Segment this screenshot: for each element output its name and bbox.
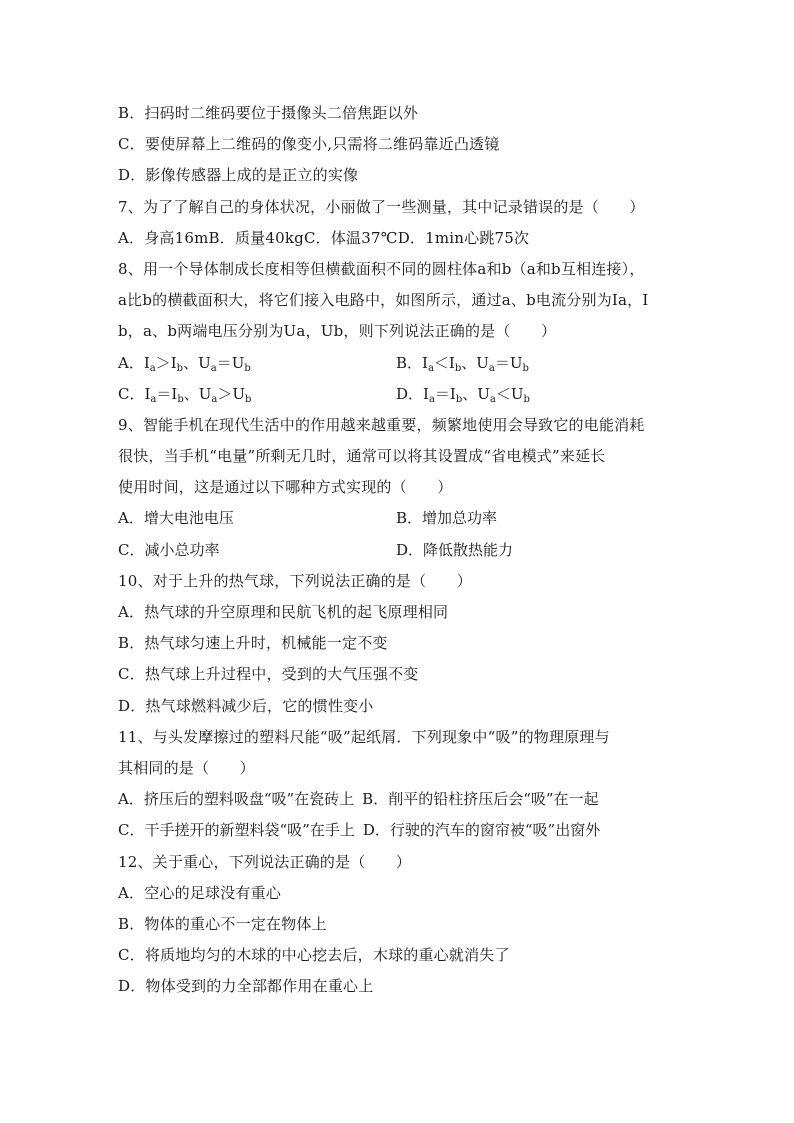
q11-option-b: B．削平的铅柱挤压后会“吸”在一起 <box>362 790 599 809</box>
q8-a-sub: b <box>176 362 184 374</box>
q11-option-d: D．行驶的汽车的窗帘被“吸”出窗外 <box>362 821 601 840</box>
q8-c-text: 、U <box>183 384 212 403</box>
q12-stem: 12、关于重心，下列说法正确的是（ ） <box>118 852 412 871</box>
exam-page <box>118 98 678 1002</box>
q10-option-a: A．热气球的升空原理和民航飞机的起飞原理相同 <box>118 603 449 621</box>
q8-a-text: ＝U <box>216 353 245 372</box>
q8-stem-line-3: b，a、b两端电压分别为Ua，Ub，则下列说法正确的是（ ） <box>118 322 557 341</box>
q8-c-sub: b <box>177 393 184 405</box>
q9-options-row-1 <box>118 503 678 534</box>
q8-b-text: 、U <box>461 353 489 372</box>
q6-option-b: B．扫码时二维码要位于摄像头二倍焦距以外 <box>118 104 419 122</box>
q9-option-b: B．增加总功率 <box>396 509 498 528</box>
q8-d-text: ＝I <box>434 384 456 403</box>
q7-stem: 7、为了了解自己的身体状况，小丽做了一些测量，其中记录错误的是（ ） <box>118 197 645 216</box>
q8-option-b <box>396 348 674 379</box>
q8-d-text: 、U <box>462 384 490 403</box>
q8-a-sub: b <box>244 362 251 374</box>
q11-options-row-2 <box>118 815 678 846</box>
q10-option-b: B．热气球匀速上升时，机械能一定不变 <box>118 634 388 653</box>
q11-option-a: A．挤压后的塑料吸盘“吸”在瓷砖上 <box>118 790 355 809</box>
q8-b-sub: a <box>488 362 495 374</box>
q11-stem-line-2: 其相同的是（ ） <box>118 758 255 777</box>
q8-a-text: 、U <box>183 353 211 372</box>
q9-stem-line-2: 很快，当手机“电量”所剩无几时，通常可以将其设置成“省电模式”来延长 <box>118 447 606 466</box>
q12-option-d: D．物体受到的力全部都作用在重心上 <box>118 977 374 996</box>
q12-option-c: C．将质地均匀的木球的中心挖去后，木球的重心就消失了 <box>118 946 510 965</box>
q9-option-a: A．增大电池电压 <box>118 509 234 528</box>
q8-b-sub: b <box>522 362 529 374</box>
q8-option-d <box>396 379 674 410</box>
q8-option-c <box>118 379 396 410</box>
q8-c-text: ＞U <box>217 384 245 403</box>
q8-d-text: ＜U <box>495 384 524 403</box>
q8-d-sub: b <box>523 393 530 405</box>
q10-stem: 10、对于上升的热气球，下列说法正确的是（ ） <box>118 571 472 590</box>
q8-b-text: ＝U <box>494 353 523 372</box>
q8-a-text: ＞I <box>155 353 177 372</box>
q8-c-sub: a <box>211 393 218 405</box>
q9-stem-line-1: 9、智能手机在现代生活中的作用越来越重要，频繁地使用会导致它的电能消耗 <box>118 415 645 434</box>
q8-stem-line-1: 8、用一个导体制成长度相等但横截面积不同的圆柱体a和b（a和b互相连接）， <box>118 259 645 278</box>
q11-option-c: C．干手搓开的新塑料袋“吸”在手上 <box>118 821 355 840</box>
q8-b-sub: a <box>427 362 434 374</box>
q8-d-sub: a <box>489 393 496 405</box>
q8-c-text: C．I <box>118 384 151 403</box>
q9-stem-line-3: 使用时间，这是通过以下哪种方式实现的（ ） <box>118 478 453 497</box>
q10-option-c: C．热气球上升过程中，受到的大气压强不变 <box>118 665 419 684</box>
q6-option-c: C．要使屏幕上二维码的像变小,只需将二维码靠近凸透镜 <box>118 135 500 154</box>
q8-a-text: A．I <box>118 353 150 372</box>
q12-option-a: A．空心的足球没有重心 <box>118 883 282 902</box>
q8-d-sub: a <box>428 393 435 405</box>
q8-stem-line-2: a比b的横截面积大，将它们接入电路中，如图所示，通过a、b电流分别为Ia，I <box>118 291 649 310</box>
q8-option-a <box>118 348 396 379</box>
q8-b-sub: b <box>454 362 462 374</box>
q10-option-d: D．热气球燃料减少后，它的惯性变小 <box>118 696 374 715</box>
q8-c-sub: a <box>150 393 157 405</box>
q8-a-sub: a <box>210 362 217 374</box>
q8-b-text: B．I <box>396 353 428 372</box>
q8-c-text: ＝I <box>156 384 178 403</box>
q8-c-sub: b <box>245 393 252 405</box>
q8-options-row-2 <box>118 379 678 410</box>
q7-options: A．身高16mB．质量40kgC．体温37℃D．1min心跳75次 <box>118 228 530 247</box>
q12-option-b: B．物体的重心不一定在物体上 <box>118 914 327 933</box>
q11-stem-line-1: 11、与头发摩擦过的塑料尺能“吸”起纸屑．下列现象中“吸”的物理原理与 <box>118 727 610 746</box>
q8-d-text: D．I <box>396 384 429 403</box>
q8-a-sub: a <box>149 362 156 374</box>
q9-options-row-2 <box>118 535 678 566</box>
q8-b-text: ＜I <box>433 353 455 372</box>
q6-option-d: D．影像传感器上成的是正立的实像 <box>118 166 359 185</box>
q9-option-d: D．降低散热能力 <box>396 540 514 559</box>
q11-options-row-1 <box>118 784 678 815</box>
q8-d-sub: b <box>455 393 463 405</box>
q9-option-c: C．减小总功率 <box>118 540 220 559</box>
q8-options-row-1 <box>118 348 678 379</box>
